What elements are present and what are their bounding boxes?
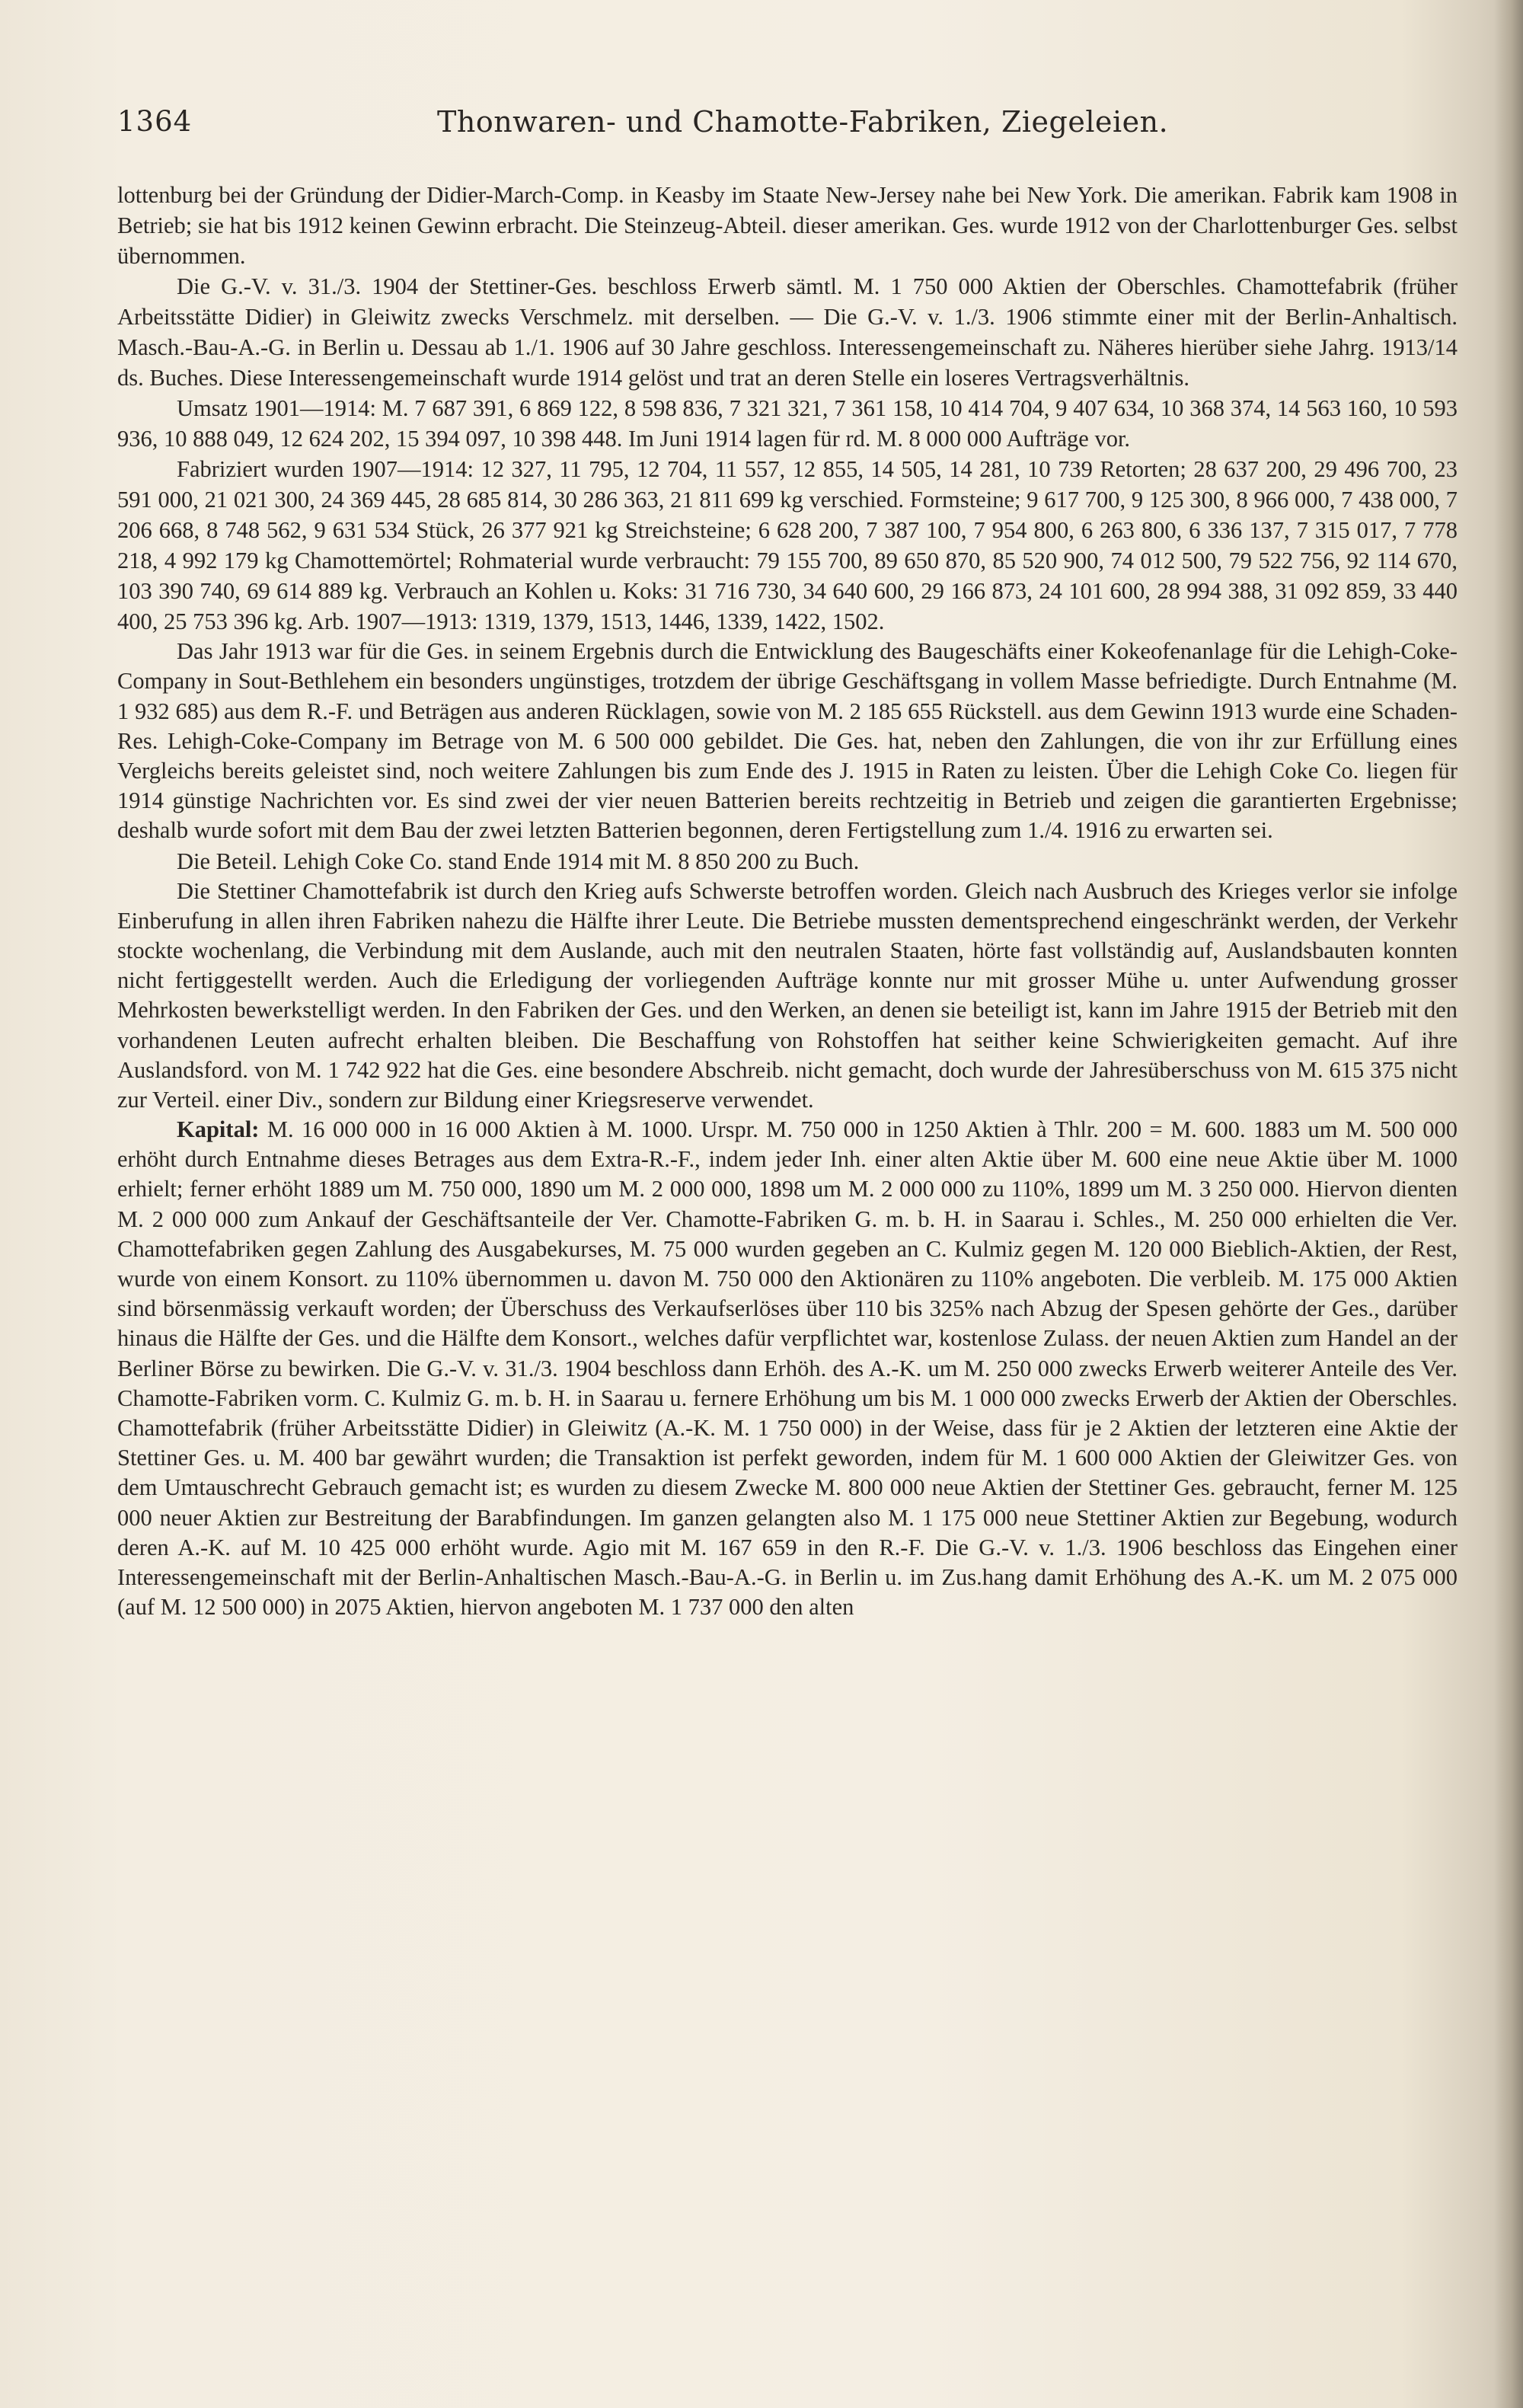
paragraph-lehigh-beteil: Die Beteil. Lehigh Coke Co. stand Ende 1914 mit M. 8 850 200 zu Buch. [177,848,860,874]
running-head: Thonwaren- und Chamotte-Fabriken, Ziegeleien. [437,105,1169,139]
paragraph-continuation: lottenburg bei der Gründung der Didier-March-Comp. in Keasby im Staate New-Jersey nahe bei New York. Die amerikan. Fabrik kam 1908 in Betrieb; sie hat bis 1912 keinen Gewinn erbracht. Die Steinzeug-Abteil. dieser amerikan. Ges. wurde 1912 von der Charlottenburger Ges. selbst übernommen. [117,182,1458,270]
body-text [117,180,1458,1622]
page-number: 1364 [117,105,193,138]
kapital-label: Kapital: [177,1116,260,1143]
paragraph-gv-1904: Die G.-V. v. 31./3. 1904 der Stettiner-Ges. beschloss Erwerb sämtl. M. 1 750 000 Aktien der Oberschles. Chamottefabrik (früher Arbeitsstätte Didier) in Gleiwitz zwecks Verschmelz. mit derselben. — Die G.-V. v. 1./3. 1906 stimmte einer mit der Berlin-Anhaltisch. Masch.-Bau-A.-G. in Berlin u. Dessau ab 1./1. 1906 auf 30 Jahre geschloss. Interessengemeinschaft zu. Näheres hierüber siehe Jahrg. 1913/14 ds. Buches. Diese Interessengemeinschaft wurde 1914 gelöst und trat an deren Stelle ein loseres Vertragsverhältnis. [117,273,1458,391]
paragraph-kapital [117,1115,1458,1622]
paragraph-krieg: Die Stettiner Chamottefabrik ist durch den Krieg aufs Schwerste betroffen worden. Gleich nach Ausbruch des Krieges verlor sie infolge Einberufung in allen ihren Fabriken nahezu die Hälfte ihrer Leute. Die Betriebe mussten dementsprechend eingeschränkt werden, der Verkehr stockte wochenlang, die Verbindung mit dem Auslande, auch mit den neutralen Staaten, hörte fast vollständig auf, Auslandsbauten konnten nicht fertiggestellt werden. Auch die Erledigung der vorliegenden Aufträge konnte nur mit grosser Mühe u. unter Aufwendung grosser Mehrkosten bewerkstelligt werden. In den Fabriken der Ges. und den Werken, an denen sie beteiligt ist, kann im Jahre 1915 der Betrieb mit den vorhandenen Leuten aufrecht erhalten bleiben. Die Beschaffung von Rohstoffen hat seither keine Schwierigkeiten gemacht. Auf ihre Auslandsford. von M. 1 742 922 hat die Ges. eine besondere Abschreib. nicht gemacht, doch wurde der Jahresüberschuss von M. 615 375 nicht zur Verteil. einer Div., sondern zur Bildung einer Kriegsreserve verwendet. [117,877,1458,1113]
paragraph-umsatz: Umsatz 1901—1914: M. 7 687 391, 6 869 122, 8 598 836, 7 321 321, 7 361 158, 10 414 704, 9 407 634, 10 368 374, 14 563 160, 10 593 936, 10 888 049, 12 624 202, 15 394 097, 10 398 448. Im Juni 1914 lagen für rd. M. 8 000 000 Aufträge vor. [117,395,1458,452]
paragraph-jahr-1913: Das Jahr 1913 war für die Ges. in seinem Ergebnis durch die Entwicklung des Baugeschäfts einer Kokeofenanlage für die Lehigh-Coke-Company in Sout-Bethlehem ein besonders ungünstiges, trotzdem der übrige Geschäftsgang in vollem Masse befriedigte. Durch Entnahme (M. 1 932 685) aus dem R.-F. und Beträgen aus anderen Rücklagen, sowie von M. 2 185 655 Rückstell. aus dem Gewinn 1913 wurde eine Schaden-Res. Lehigh-Coke-Company im Betrage von M. 6 500 000 gebildet. Die Ges. hat, neben den Zahlungen, die von ihr zur Erfüllung eines Vergleichs bereits geleistet sind, noch weitere Zahlungen bis zum Ende des J. 1915 in Raten zu leisten. Über die Lehigh Coke Co. liegen für 1914 günstige Nachrichten vor. Es sind zwei der vier neuen Batterien bereits rechtzeitig in Betrieb und zeigen die garantierten Ergebnisse; deshalb wurde sofort mit dem Bau der zwei letzten Batterien begonnen, deren Fertigstellung zum 1./4. 1916 zu erwarten sei. [117,638,1458,844]
page-edge-shadow [1494,0,1523,2408]
page-header [117,105,1473,151]
paragraph-fabriziert: Fabriziert wurden 1907—1914: 12 327, 11 795, 12 704, 11 557, 12 855, 14 505, 14 281, 10 739 Retorten; 28 637 200, 29 496 700, 23 591 000, 21 021 300, 24 369 445, 28 685 814, 30 286 363, 21 811 699 kg verschied. Formsteine; 9 617 700, 9 125 300, 8 966 000, 7 438 000, 7 206 668, 8 748 562, 9 631 534 Stück, 26 377 921 kg Streichsteine; 6 628 200, 7 387 100, 7 954 800, 6 263 800, 6 336 137, 7 315 017, 7 778 218, 4 992 179 kg Chamottemörtel; Rohmaterial wurde verbraucht: 79 155 700, 89 650 870, 85 520 900, 74 012 500, 79 522 756, 92 114 670, 103 390 740, 69 614 889 kg. Verbrauch an Kohlen u. Koks: 31 716 730, 34 640 600, 29 166 873, 24 101 600, 28 994 388, 31 092 859, 33 440 400, 25 753 396 kg. Arb. 1907—1913: 1319, 1379, 1513, 1446, 1339, 1422, 1502. [117,456,1458,635]
kapital-text: M. 16 000 000 in 16 000 Aktien à M. 1000. Urspr. M. 750 000 in 1250 Aktien à Thlr. 200 = M. 600. 1883 um M. 500 000 erhöht durch Entnahme dieses Betrages aus dem Extra-R.-F., indem jeder Inh. einer alten Aktie über M. 600 eine neue Aktie über M. 1000 erhielt; ferner erhöht 1889 um M. 750 000, 1890 um M. 2 000 000, 1898 um M. 2 000 000 zu 110%, 1899 um M. 3 250 000. Hiervon dienten M. 2 000 000 zum Ankauf der Geschäftsanteile der Ver. Chamotte-Fabriken G. m. b. H. in Saarau i. Schles., M. 250 000 erhielten die Ver. Chamottefabriken gegen Zahlung des Ausgabekurses, M. 75 000 wurden gegeben an C. Kulmiz gegen M. 120 000 Bieblich-Aktien, der Rest, wurde von einem Konsort. zu 110% übernommen u. davon M. 750 000 den Aktionären zu 110% angeboten. Die verbleib. M. 175 000 Aktien sind börsenmässig verkauft worden; der Überschuss des Verkaufserlöses über 110 bis 325% nach Abzug der Spesen gehörte der Ges., darüber hinaus die Hälfte der Ges. und die Hälfte dem Konsort., welches dafür verpflichtet war, kostenlose Zulass. der neuen Aktien zum Handel an der Berliner Börse zu bewirken. Die G.-V. v. 31./3. 1904 beschloss dann Erhöh. des A.-K. um M. 250 000 zwecks Erwerb weiterer Anteile des Ver. Chamotte-Fabriken vorm. C. Kulmiz G. m. b. H. in Saarau u. fernere Erhöhung um bis M. 1 000 000 zwecks Erwerb der Aktien der Oberschles. Chamottefabrik (früher Arbeitsstätte Didier) in Gleiwitz (A.-K. M. 1 750 000) in der Weise, dass für je 2 Aktien der letzteren eine Aktie der Stettiner Ges. u. M. 400 bar gewährt wurden; die Transaktion ist perfekt geworden, indem für M. 1 600 000 Aktien der Gleiwitzer Ges. von dem Umtauschrecht Gebrauch gemacht ist; es wurden zu diesem Zwecke M. 800 000 neue Aktien der Stettiner Ges. gebraucht, ferner M. 125 000 neuer Aktien zur Bestreitung der Barabfindungen. Im ganzen gelangten also M. 1 175 000 neue Stettiner Aktien zur Begebung, wodurch deren A.-K. auf M. 10 425 000 erhöht wurde. Agio mit M. 167 659 in den R.-F. Die G.-V. v. 1./3. 1906 beschloss das Eingehen einer Interessengemeinschaft mit der Berlin-Anhaltischen Masch.-Bau-A.-G. in Berlin u. im Zus.hang damit Erhöhung des A.-K. um M. 2 075 000 (auf M. 12 500 000) in 2075 Aktien, hiervon angeboten M. 1 737 000 den alten [117,1116,1458,1621]
